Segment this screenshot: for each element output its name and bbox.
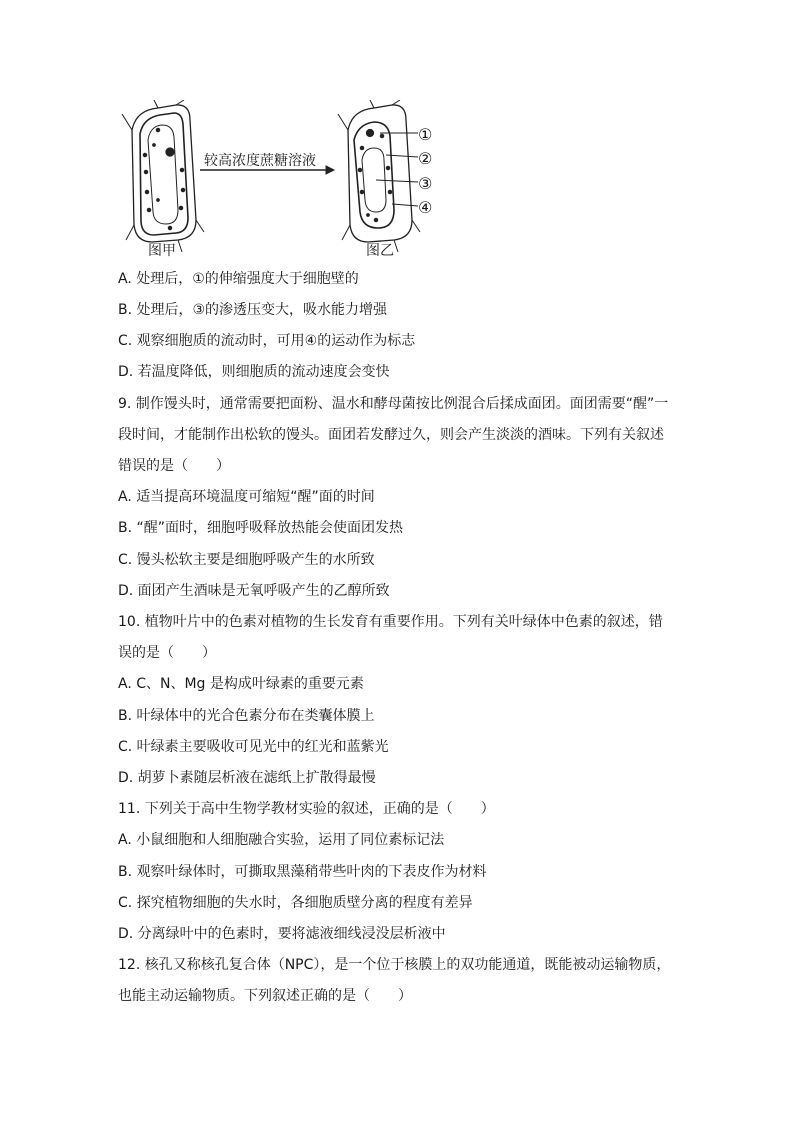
q10-option-d: D. 胡萝卜素随层析液在滤纸上扩散得最慢 [118,770,376,786]
q9-option-b: B. “醒”面时，细胞呼吸释放热能会使面团发热 [118,520,404,536]
q8-option-c: C. 观察细胞质的流动时，可用④的运动作为标志 [118,333,416,349]
q11-stem-line: 11. 下列关于高中生物学教材实验的叙述，正确的是（ ） [118,801,495,817]
q8-option-a: A. 处理后，①的伸缩强度大于细胞壁的 [118,271,359,287]
q12-stem-line: 也能主动运输物质。下列叙述正确的是（ ） [118,988,412,1004]
q9-stem-line: 9. 制作馒头时，通常需要把面粉、温水和酵母菌按比例混合后揉成面团。面团需要“醒”一 [118,396,669,412]
marker-1: ① [418,125,433,144]
leader-lines [376,133,418,206]
q10-stem-line: 误的是（ ） [118,645,216,661]
q9-stem-line: 段时间，才能制作出松软的馒头。面团若发酵过久，则会产生淡淡的酒味。下列有关叙述 [118,427,664,443]
q10-option-b: B. 叶绿体中的光合色素分布在类囊体膜上 [118,708,375,724]
q11-option-b: B. 观察叶绿体时，可撕取黑藻稍带些叶肉的下表皮作为材料 [118,864,487,880]
q9-option-c: C. 馒头松软主要是细胞呼吸产生的水所致 [118,552,375,568]
q9-stem-line: 错误的是（ ） [118,458,230,474]
marker-3: ③ [418,174,433,193]
marker-2: ② [418,149,433,168]
arrow-label: 较高浓度蔗糖溶液 [204,153,316,169]
q11-option-c: C. 探究植物细胞的失水时，各细胞质壁分离的程度有差异 [118,895,473,911]
cell-figure [118,100,448,260]
q11-option-a: A. 小鼠细胞和人细胞融合实验，运用了同位素标记法 [118,832,445,848]
q8-option-b: B. 处理后，③的渗透压变大，吸水能力增强 [118,302,388,318]
q10-stem-line: 10. 植物叶片中的色素对植物的生长发育有重要作用。下列有关叶绿体中色素的叙述，错 [118,614,663,630]
cell-right [338,100,420,252]
q11-option-d: D. 分离绿叶中的色素时，要将滤液细线浸没层析液中 [118,926,446,942]
q10-option-a: A. C、N、Mg 是构成叶绿素的重要元素 [118,676,364,692]
figure-label-right: 图乙 [366,243,394,259]
cell-left [122,100,204,252]
q9-option-d: D. 面团产生酒味是无氧呼吸产生的乙醇所致 [118,583,390,599]
q8-option-d: D. 若温度降低，则细胞质的流动速度会变快 [118,364,390,380]
figure-label-left: 图甲 [148,243,176,259]
marker-4: ④ [418,198,433,217]
cell-diagram [118,100,448,260]
q10-option-c: C. 叶绿素主要吸收可见光中的红光和蓝紫光 [118,739,389,755]
q12-stem-line: 12. 核孔又称核孔复合体（NPC），是一个位于核膜上的双功能通道，既能被动运输物质， [118,957,671,973]
q9-option-a: A. 适当提高环境温度可缩短“醒”面的时间 [118,489,375,505]
